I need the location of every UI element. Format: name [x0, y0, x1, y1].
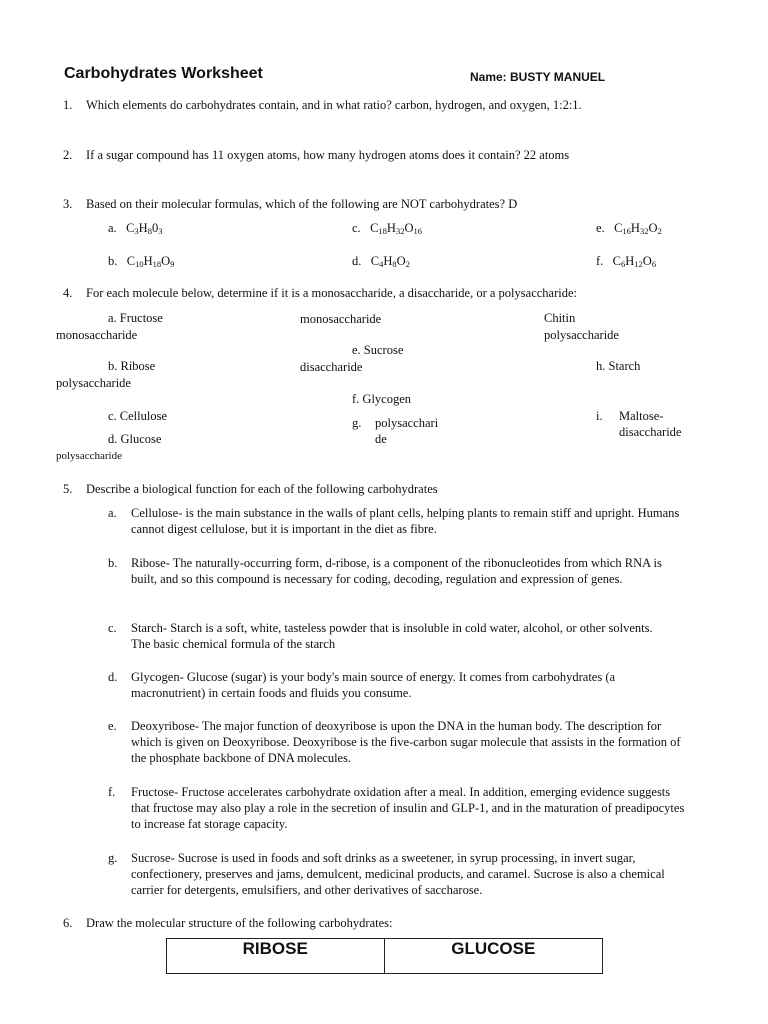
- q4-answer-i-line1: Maltose-: [619, 409, 664, 423]
- structure-table: [166, 938, 603, 974]
- q5-answer-glycogen: Glycogen- Glucose (sugar) is your body's main source of energy. It comes from carbohydrates (a macronutrient) in certain foods and fluids you consume.: [131, 670, 616, 700]
- q2-number: 2.: [63, 148, 73, 162]
- q5-text: Describe a biological function for each of the following carbohydrates: [86, 482, 438, 496]
- table-header-glucose: GLUCOSE: [451, 939, 536, 958]
- q4-item-a: a. Fructose: [108, 311, 163, 325]
- q3-option-e: e. $C_{16}H_{32}O_2$: [596, 221, 662, 236]
- q5-letter-f: f.: [108, 785, 116, 799]
- q4-answer-b: polysaccharide: [56, 376, 131, 390]
- q4-answer-d: polysaccharide: [56, 450, 122, 462]
- q4-item-chitin: Chitin: [544, 311, 576, 325]
- q5-letter-g: g.: [108, 851, 118, 865]
- chemical-formula: $C_6H_{12}O_6$: [612, 254, 657, 269]
- q5-letter-c: c.: [108, 621, 117, 635]
- q1-text: Which elements do carbohydrates contain, and in what ratio? carbon, hydrogen, and oxygen, 1:2:1.: [86, 98, 582, 112]
- q3-number: 3.: [63, 197, 73, 211]
- q4-item-c: c. Cellulose: [108, 409, 168, 423]
- q5-letter-a: a.: [108, 506, 117, 520]
- q5-number: 5.: [63, 482, 73, 496]
- q3-option-b: b. $C_{10}H_{18}O_9$: [108, 254, 175, 269]
- q5-answer-fructose: Fructose- Fructose accelerates carbohydrate oxidation after a meal. In addition, emerging evidence suggests that fructose may also play a role in the secretion of insulin and GLP-1, and in the maturation of preadipocytes to increase fat storage capacity.: [131, 785, 685, 831]
- q5-answer-ribose: Ribose- The naturally-occurring form, d-ribose, is a component of the ribonucleotides from which RNA is built, and so this compound is necessary for coding, decoding, regulation and expression of genes.: [131, 556, 662, 586]
- q5-answer-starch: Starch- Starch is a soft, white, tasteless powder that is insoluble in cold water, alcohol, or other solvents. The basic chemical formula of the starch: [131, 621, 653, 651]
- q4-answer-g-line2: de: [375, 432, 387, 446]
- q4-item-h: h. Starch: [596, 359, 641, 373]
- table-header-ribose: RIBOSE: [167, 939, 385, 973]
- q4-item-e: e. Sucrose: [352, 343, 404, 357]
- q4-answer-e: disaccharide: [300, 360, 363, 374]
- q4-text: For each molecule below, determine if it is a monosaccharide, a disaccharide, or a polysaccharide:: [86, 286, 577, 300]
- q5-answer-deoxyribose: Deoxyribose- The major function of deoxyribose is upon the DNA in the human body. The description for which is given on Deoxyribose. Deoxyribose is the five-carbon sugar molecule that assists in the formation of the phosphate backbone of DNA molecules.: [131, 719, 681, 765]
- q5-letter-e: e.: [108, 719, 117, 733]
- chemical-formula: $C_{10}H_{18}O_9$: [126, 254, 175, 269]
- q4-col2-answer: monosaccharide: [300, 312, 382, 326]
- chemical-formula: $C_{18}H_{32}O_{16}$: [370, 221, 422, 236]
- q5-letter-d: d.: [108, 670, 118, 684]
- q4-item-f: f. Glycogen: [352, 392, 412, 406]
- q1-number: 1.: [63, 98, 73, 112]
- q4-answer-i-line2: disaccharide: [619, 425, 682, 439]
- q4-item-b: b. Ribose: [108, 359, 156, 373]
- q3-option-a: a. $C_3H_80_3$: [108, 221, 163, 236]
- worksheet-title: Carbohydrates Worksheet: [64, 65, 263, 82]
- student-name: Name: BUSTY MANUEL: [470, 70, 606, 84]
- q4-answer-g-line1: polysacchari: [375, 416, 439, 430]
- q4-letter-i: i.: [596, 409, 603, 423]
- chemical-formula: $C_4H_8O_2$: [370, 254, 410, 269]
- q3-option-f: f. $C_6H_{12}O_6$: [596, 254, 657, 269]
- q4-item-d: d. Glucose: [108, 432, 162, 446]
- q4-number: 4.: [63, 286, 73, 300]
- q4-letter-g: g.: [352, 416, 362, 430]
- q6-number: 6.: [63, 916, 73, 930]
- q5-letter-b: b.: [108, 556, 118, 570]
- q6-text: Draw the molecular structure of the following carbohydrates:: [86, 916, 393, 930]
- chemical-formula: $C_3H_80_3$: [126, 221, 163, 236]
- q2-text: If a sugar compound has 11 oxygen atoms, how many hydrogen atoms does it contain? 22 atoms: [86, 148, 570, 162]
- q3-option-d: d. $C_4H_8O_2$: [352, 254, 410, 269]
- q3-option-c: c. $C_{18}H_{32}O_{16}$: [352, 221, 422, 236]
- q5-answer-sucrose: Sucrose- Sucrose is used in foods and soft drinks as a sweetener, in syrup processing, in invert sugar, confectionery, preserves and jams, demulcent, medicinal products, and caramel. Sucrose is also a chemical carrier for detergents, emulsifiers, and other derivatives of saccharose.: [131, 851, 665, 897]
- q4-answer-chitin: polysaccharide: [544, 328, 619, 342]
- q3-text: Based on their molecular formulas, which of the following are NOT carbohydrates? D: [86, 197, 518, 211]
- chemical-formula: $C_{16}H_{32}O_2$: [614, 221, 662, 236]
- q5-answer-cellulose: Cellulose- is the main substance in the walls of plant cells, helping plants to remain stiff and upright. Humans cannot digest cellulose, but it is important in the diet as fibre.: [131, 506, 680, 536]
- q4-answer-a: monosaccharide: [56, 328, 138, 342]
